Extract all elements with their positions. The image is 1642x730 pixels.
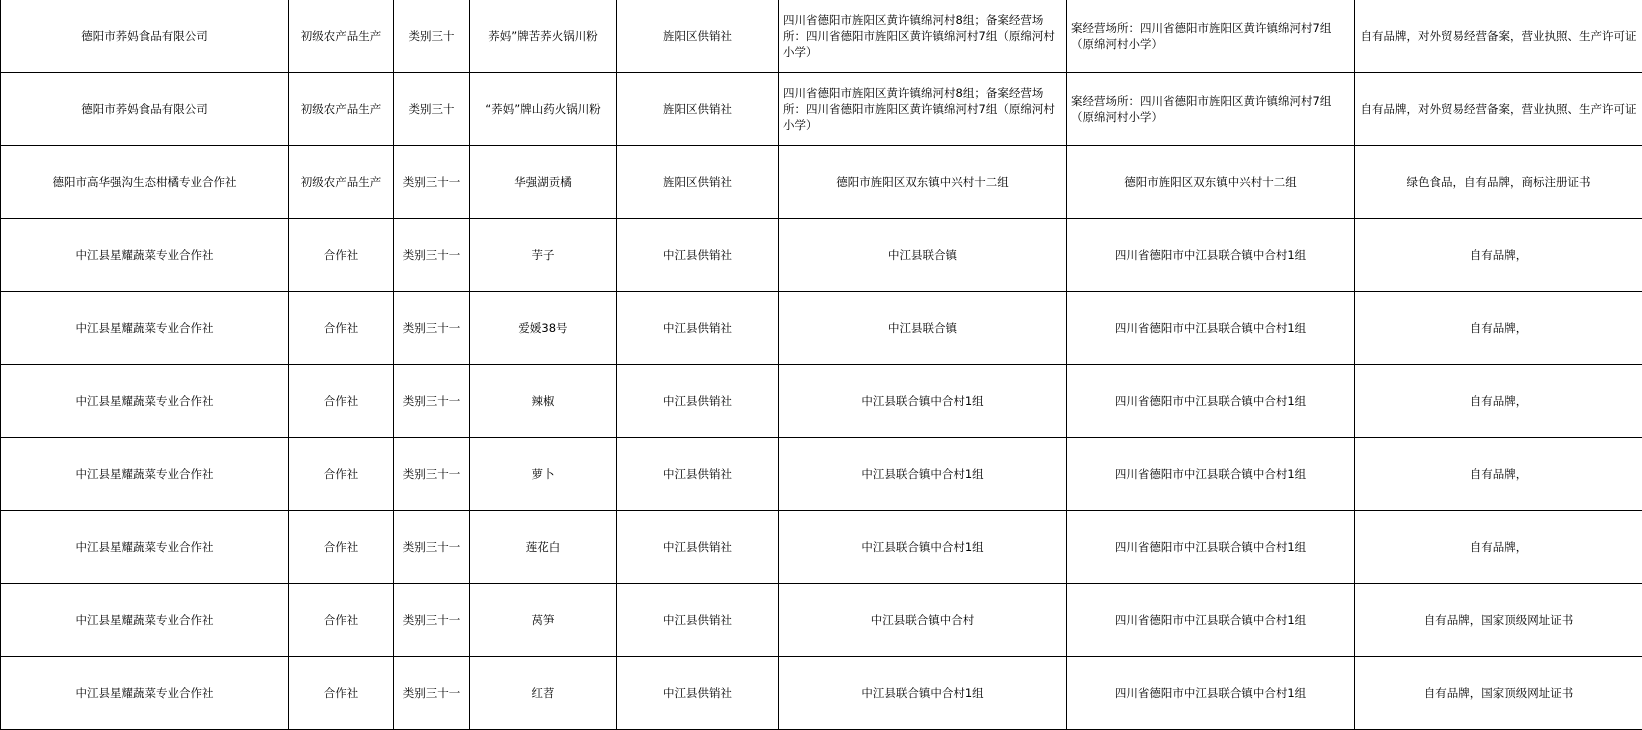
registered-address-cell[interactable]: 四川省德阳市旌阳区黄许镇绵河村8组；备案经营场所：四川省德阳市旌阳区黄许镇绵河村7组（原绵河村小学） (779, 0, 1067, 73)
category-cell[interactable]: 类别三十 (394, 73, 470, 146)
category-cell[interactable]: 类别三十一 (394, 438, 470, 511)
entity-type-cell[interactable]: 合作社 (289, 511, 394, 584)
category-cell[interactable]: 类别三十一 (394, 146, 470, 219)
entity-type-cell[interactable]: 合作社 (289, 219, 394, 292)
certification-cell[interactable]: 自有品牌， (1355, 292, 1642, 365)
category-cell[interactable]: 类别三十一 (394, 511, 470, 584)
entity-type-cell[interactable]: 初级农产品生产 (289, 146, 394, 219)
category-cell[interactable]: 类别三十一 (394, 219, 470, 292)
certification-cell[interactable]: 自有品牌，对外贸易经营备案，营业执照、生产许可证 (1355, 0, 1642, 73)
certification-cell[interactable]: 自有品牌，国家顶级网址证书 (1355, 584, 1642, 657)
table-row (1, 73, 1642, 146)
category-cell[interactable]: 类别三十 (394, 0, 470, 73)
registered-address-cell[interactable]: 中江县联合镇 (779, 219, 1067, 292)
product-cell[interactable]: 萝卜 (470, 438, 617, 511)
certification-cell[interactable]: 自有品牌， (1355, 365, 1642, 438)
business-site-cell[interactable]: 四川省德阳市中江县联合镇中合村1组 (1067, 292, 1355, 365)
supervisor-cell[interactable]: 旌阳区供销社 (617, 146, 779, 219)
business-site-cell[interactable]: 德阳市旌阳区双东镇中兴村十二组 (1067, 146, 1355, 219)
business-site-cell[interactable]: 四川省德阳市中江县联合镇中合村1组 (1067, 657, 1355, 730)
table-row (1, 146, 1642, 219)
supervisor-cell[interactable]: 中江县供销社 (617, 511, 779, 584)
product-cell[interactable]: 爱媛38号 (470, 292, 617, 365)
table-row (1, 365, 1642, 438)
supervisor-cell[interactable]: 中江县供销社 (617, 438, 779, 511)
product-cell[interactable]: 红苕 (470, 657, 617, 730)
business-site-cell[interactable]: 四川省德阳市中江县联合镇中合村1组 (1067, 511, 1355, 584)
registered-address-cell[interactable]: 中江县联合镇中合村 (779, 584, 1067, 657)
company-cell[interactable]: 德阳市荞妈食品有限公司 (1, 0, 289, 73)
certification-cell[interactable]: 自有品牌，国家顶级网址证书 (1355, 657, 1642, 730)
table-row (1, 511, 1642, 584)
product-cell[interactable]: 辣椒 (470, 365, 617, 438)
certification-cell[interactable]: 自有品牌， (1355, 438, 1642, 511)
entity-type-cell[interactable]: 合作社 (289, 657, 394, 730)
category-cell[interactable]: 类别三十一 (394, 365, 470, 438)
table-row (1, 438, 1642, 511)
product-cell[interactable]: 荞妈”牌苦荞火锅川粉 (470, 0, 617, 73)
supervisor-cell[interactable]: 旌阳区供销社 (617, 73, 779, 146)
table-row (1, 657, 1642, 730)
company-cell[interactable]: 中江县星耀蔬菜专业合作社 (1, 584, 289, 657)
business-site-cell[interactable]: 案经营场所：四川省德阳市旌阳区黄许镇绵河村7组（原绵河村小学） (1067, 0, 1355, 73)
product-cell[interactable]: 华强湖贡橘 (470, 146, 617, 219)
supervisor-cell[interactable]: 中江县供销社 (617, 365, 779, 438)
registered-address-cell[interactable]: 中江县联合镇中合村1组 (779, 657, 1067, 730)
certification-cell[interactable]: 绿色食品，自有品牌，商标注册证书 (1355, 146, 1642, 219)
registered-address-cell[interactable]: 中江县联合镇中合村1组 (779, 438, 1067, 511)
table-body (1, 0, 1642, 730)
company-cell[interactable]: 中江县星耀蔬菜专业合作社 (1, 511, 289, 584)
entity-type-cell[interactable]: 合作社 (289, 438, 394, 511)
table-row (1, 219, 1642, 292)
company-cell[interactable]: 中江县星耀蔬菜专业合作社 (1, 438, 289, 511)
supervisor-cell[interactable]: 中江县供销社 (617, 584, 779, 657)
registered-address-cell[interactable]: 中江县联合镇中合村1组 (779, 511, 1067, 584)
product-cell[interactable]: 莲花白 (470, 511, 617, 584)
entity-type-cell[interactable]: 初级农产品生产 (289, 73, 394, 146)
business-site-cell[interactable]: 四川省德阳市中江县联合镇中合村1组 (1067, 438, 1355, 511)
product-cell[interactable]: 莴笋 (470, 584, 617, 657)
supervisor-cell[interactable]: 中江县供销社 (617, 219, 779, 292)
product-cell[interactable]: 芋子 (470, 219, 617, 292)
entity-type-cell[interactable]: 合作社 (289, 365, 394, 438)
business-site-cell[interactable]: 四川省德阳市中江县联合镇中合村1组 (1067, 584, 1355, 657)
entity-type-cell[interactable]: 初级农产品生产 (289, 0, 394, 73)
entity-type-cell[interactable]: 合作社 (289, 584, 394, 657)
product-cell[interactable]: “荞妈”牌山药火锅川粉 (470, 73, 617, 146)
supervisor-cell[interactable]: 旌阳区供销社 (617, 0, 779, 73)
company-cell[interactable]: 德阳市荞妈食品有限公司 (1, 73, 289, 146)
supervisor-cell[interactable]: 中江县供销社 (617, 292, 779, 365)
category-cell[interactable]: 类别三十一 (394, 657, 470, 730)
certification-cell[interactable]: 自有品牌， (1355, 511, 1642, 584)
registered-address-cell[interactable]: 德阳市旌阳区双东镇中兴村十二组 (779, 146, 1067, 219)
supervisor-cell[interactable]: 中江县供销社 (617, 657, 779, 730)
registered-address-cell[interactable]: 四川省德阳市旌阳区黄许镇绵河村8组；备案经营场所：四川省德阳市旌阳区黄许镇绵河村7组（原绵河村小学） (779, 73, 1067, 146)
table-row (1, 0, 1642, 73)
company-cell[interactable]: 中江县星耀蔬菜专业合作社 (1, 365, 289, 438)
category-cell[interactable]: 类别三十一 (394, 584, 470, 657)
registered-address-cell[interactable]: 中江县联合镇 (779, 292, 1067, 365)
certification-cell[interactable]: 自有品牌， (1355, 219, 1642, 292)
entity-type-cell[interactable]: 合作社 (289, 292, 394, 365)
business-site-cell[interactable]: 案经营场所：四川省德阳市旌阳区黄许镇绵河村7组（原绵河村小学） (1067, 73, 1355, 146)
company-cell[interactable]: 中江县星耀蔬菜专业合作社 (1, 292, 289, 365)
registered-address-cell[interactable]: 中江县联合镇中合村1组 (779, 365, 1067, 438)
table-row (1, 584, 1642, 657)
company-cell[interactable]: 中江县星耀蔬菜专业合作社 (1, 219, 289, 292)
business-site-cell[interactable]: 四川省德阳市中江县联合镇中合村1组 (1067, 365, 1355, 438)
category-cell[interactable]: 类别三十一 (394, 292, 470, 365)
company-cell[interactable]: 德阳市高华强沟生态柑橘专业合作社 (1, 146, 289, 219)
certification-cell[interactable]: 自有品牌，对外贸易经营备案，营业执照、生产许可证 (1355, 73, 1642, 146)
company-cell[interactable]: 中江县星耀蔬菜专业合作社 (1, 657, 289, 730)
table-row (1, 292, 1642, 365)
business-site-cell[interactable]: 四川省德阳市中江县联合镇中合村1组 (1067, 219, 1355, 292)
